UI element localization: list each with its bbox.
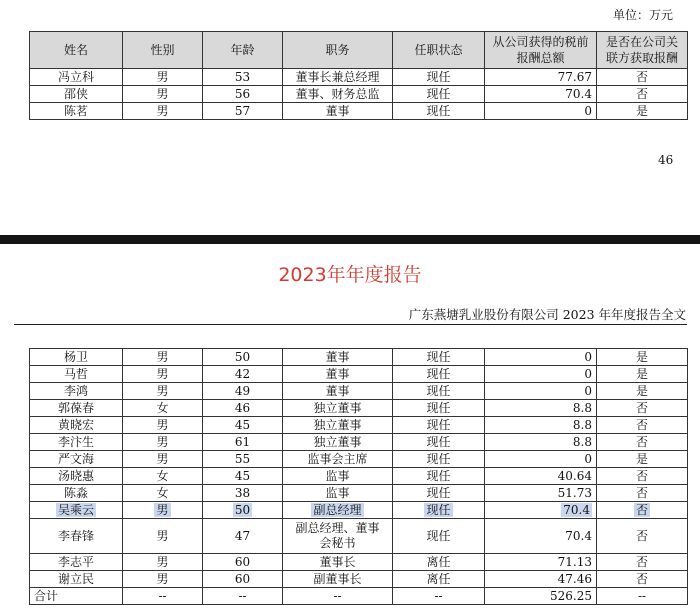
cell-related: 否 (597, 571, 688, 588)
cell-age: 53 (203, 69, 283, 86)
cell-name: 严文海 (30, 451, 123, 468)
cell-title: 董事 (283, 383, 393, 400)
cell-status: 现任 (393, 69, 485, 86)
highlighted-text: 否 (635, 502, 648, 517)
total-pay: 526.25 (485, 588, 597, 605)
cell-name: 郭葆春 (30, 400, 123, 417)
cell-age: 38 (203, 485, 283, 502)
cell-pay: 70.4 (485, 86, 597, 103)
cell-title: 董事长 (283, 554, 393, 571)
cell-status: 现任 (393, 417, 485, 434)
table-row (30, 434, 688, 451)
cell-gender: 男 (123, 554, 203, 571)
total-label: 合计 (30, 588, 123, 605)
table-row (30, 571, 688, 588)
highlighted-text: 男 (156, 502, 169, 517)
cell-title: 董事、财务总监 (283, 86, 393, 103)
total-row (30, 588, 688, 605)
cell-status: 现任 (393, 366, 485, 383)
cell-pay: 70.4 (485, 519, 597, 554)
cell-age: 46 (203, 400, 283, 417)
cell-status (393, 502, 485, 519)
page-divider (0, 235, 700, 244)
cell-pay: 8.8 (485, 434, 597, 451)
cell-pay: 0 (485, 366, 597, 383)
cell-gender: 男 (123, 366, 203, 383)
table-header-row (30, 32, 688, 69)
cell-status: 现任 (393, 519, 485, 554)
header-name: 姓名 (30, 32, 123, 69)
cell-name: 李春锋 (30, 519, 123, 554)
cell-related: 否 (597, 554, 688, 571)
table-row (30, 417, 688, 434)
cell-title: 监事 (283, 485, 393, 502)
cell-age: 45 (203, 417, 283, 434)
total-gender: -- (123, 588, 203, 605)
cell-title: 董事 (283, 349, 393, 366)
cell-gender: 男 (123, 349, 203, 366)
table-row (30, 485, 688, 502)
cell-pay: 0 (485, 383, 597, 400)
cell-title: 独立董事 (283, 400, 393, 417)
table-row (30, 366, 688, 383)
cell-age: 45 (203, 468, 283, 485)
cell-status: 现任 (393, 434, 485, 451)
table-row (30, 519, 688, 554)
company-line: 广东燕塘乳业股份有限公司 2023 年年度报告全文 (408, 307, 686, 322)
cell-status: 现任 (393, 468, 485, 485)
table-row (30, 69, 688, 86)
table-row (30, 502, 688, 519)
cell-gender: 男 (123, 434, 203, 451)
cell-age (203, 502, 283, 519)
cell-gender: 男 (123, 103, 203, 120)
header-title: 职务 (283, 32, 393, 69)
cell-name: 冯立科 (30, 69, 123, 86)
cell-gender: 女 (123, 468, 203, 485)
cell-name: 陈茗 (30, 103, 123, 120)
table-row (30, 349, 688, 366)
cell-pay: 71.13 (485, 554, 597, 571)
cell-pay: 8.8 (485, 417, 597, 434)
cell-pay: 0 (485, 349, 597, 366)
table-row (30, 554, 688, 571)
cell-title (283, 519, 393, 554)
cell-status: 现任 (393, 349, 485, 366)
cell-status: 现任 (393, 383, 485, 400)
cell-status: 离任 (393, 571, 485, 588)
cell-title: 独立董事 (283, 417, 393, 434)
cell-related: 是 (597, 383, 688, 400)
total-status: -- (393, 588, 485, 605)
cell-pay (485, 502, 597, 519)
cell-gender: 男 (123, 86, 203, 103)
cell-related: 否 (597, 400, 688, 417)
cell-name: 杨卫 (30, 349, 123, 366)
cell-pay: 51.73 (485, 485, 597, 502)
cell-age: 47 (203, 519, 283, 554)
table-row (30, 86, 688, 103)
cell-related: 否 (597, 69, 688, 86)
compensation-table-bottom (29, 348, 688, 605)
cell-related: 否 (597, 468, 688, 485)
cell-related: 是 (597, 366, 688, 383)
cell-pay: 47.46 (485, 571, 597, 588)
cell-gender: 男 (123, 69, 203, 86)
cell-status: 现任 (393, 103, 485, 120)
cell-status: 现任 (393, 400, 485, 417)
table-row (30, 451, 688, 468)
cell-title: 独立董事 (283, 434, 393, 451)
cell-related: 是 (597, 103, 688, 120)
highlighted-text: 50 (234, 502, 251, 517)
header-related: 是否在公司关联方获取报酬 (597, 32, 688, 69)
cell-age: 60 (203, 554, 283, 571)
cell-related (597, 502, 688, 519)
compensation-table-top (29, 31, 688, 120)
cell-status: 现任 (393, 86, 485, 103)
cell-name: 马哲 (30, 366, 123, 383)
total-title: -- (283, 588, 393, 605)
cell-gender: 男 (123, 519, 203, 554)
header-status: 任职状态 (393, 32, 485, 69)
unit-label: 单位：万元 (613, 8, 674, 22)
table-row (30, 103, 688, 120)
table-row (30, 383, 688, 400)
table-row (30, 400, 688, 417)
header-pay: 从公司获得的税前报酬总额 (485, 32, 597, 69)
cell-age: 61 (203, 434, 283, 451)
cell-age: 56 (203, 86, 283, 103)
cell-title-line: 副总经理、董事 (295, 521, 380, 535)
cell-name: 李汴生 (30, 434, 123, 451)
cell-title: 副董事长 (283, 571, 393, 588)
header-gender: 性别 (123, 32, 203, 69)
cell-age: 55 (203, 451, 283, 468)
total-age: -- (203, 588, 283, 605)
table-row (30, 468, 688, 485)
cell-gender: 男 (123, 571, 203, 588)
cell-pay: 40.64 (485, 468, 597, 485)
cell-pay: 0 (485, 103, 597, 120)
cell-status: 离任 (393, 554, 485, 571)
cell-name: 陈淼 (30, 485, 123, 502)
cell-name (30, 502, 123, 519)
cell-title: 监事会主席 (283, 451, 393, 468)
cell-name: 邵侠 (30, 86, 123, 103)
cell-related: 否 (597, 485, 688, 502)
cell-related: 否 (597, 519, 688, 554)
cell-status: 现任 (393, 485, 485, 502)
cell-related: 否 (597, 86, 688, 103)
report-title: 2023年年度报告 (278, 264, 422, 286)
cell-name: 汤晓惠 (30, 468, 123, 485)
cell-pay: 77.67 (485, 69, 597, 86)
cell-status: 现任 (393, 451, 485, 468)
cell-age: 57 (203, 103, 283, 120)
cell-age: 60 (203, 571, 283, 588)
page-number: 46 (658, 153, 674, 167)
cell-gender (123, 502, 203, 519)
cell-title-line: 会秘书 (319, 536, 356, 550)
cell-age: 49 (203, 383, 283, 400)
cell-title: 监事 (283, 468, 393, 485)
cell-gender: 男 (123, 451, 203, 468)
cell-age: 42 (203, 366, 283, 383)
cell-related: 是 (597, 349, 688, 366)
cell-gender: 女 (123, 400, 203, 417)
total-related: -- (597, 588, 688, 605)
highlighted-text: 副总经理 (313, 502, 362, 517)
cell-pay: 0 (485, 451, 597, 468)
header-rule (14, 324, 687, 325)
cell-age: 50 (203, 349, 283, 366)
cell-name: 李志平 (30, 554, 123, 571)
cell-related: 否 (597, 417, 688, 434)
cell-name: 黄晓宏 (30, 417, 123, 434)
highlighted-text: 70.4 (563, 502, 590, 517)
cell-name: 谢立民 (30, 571, 123, 588)
cell-title (283, 502, 393, 519)
cell-gender: 男 (123, 417, 203, 434)
cell-title: 董事 (283, 366, 393, 383)
highlighted-text: 现任 (426, 502, 451, 517)
cell-gender: 女 (123, 485, 203, 502)
header-age: 年龄 (203, 32, 283, 69)
cell-pay: 8.8 (485, 400, 597, 417)
cell-title: 董事 (283, 103, 393, 120)
cell-name: 李鸿 (30, 383, 123, 400)
cell-related: 否 (597, 434, 688, 451)
cell-title: 董事长兼总经理 (283, 69, 393, 86)
cell-gender: 男 (123, 383, 203, 400)
cell-related: 是 (597, 451, 688, 468)
highlighted-text: 吴乘云 (57, 502, 94, 517)
